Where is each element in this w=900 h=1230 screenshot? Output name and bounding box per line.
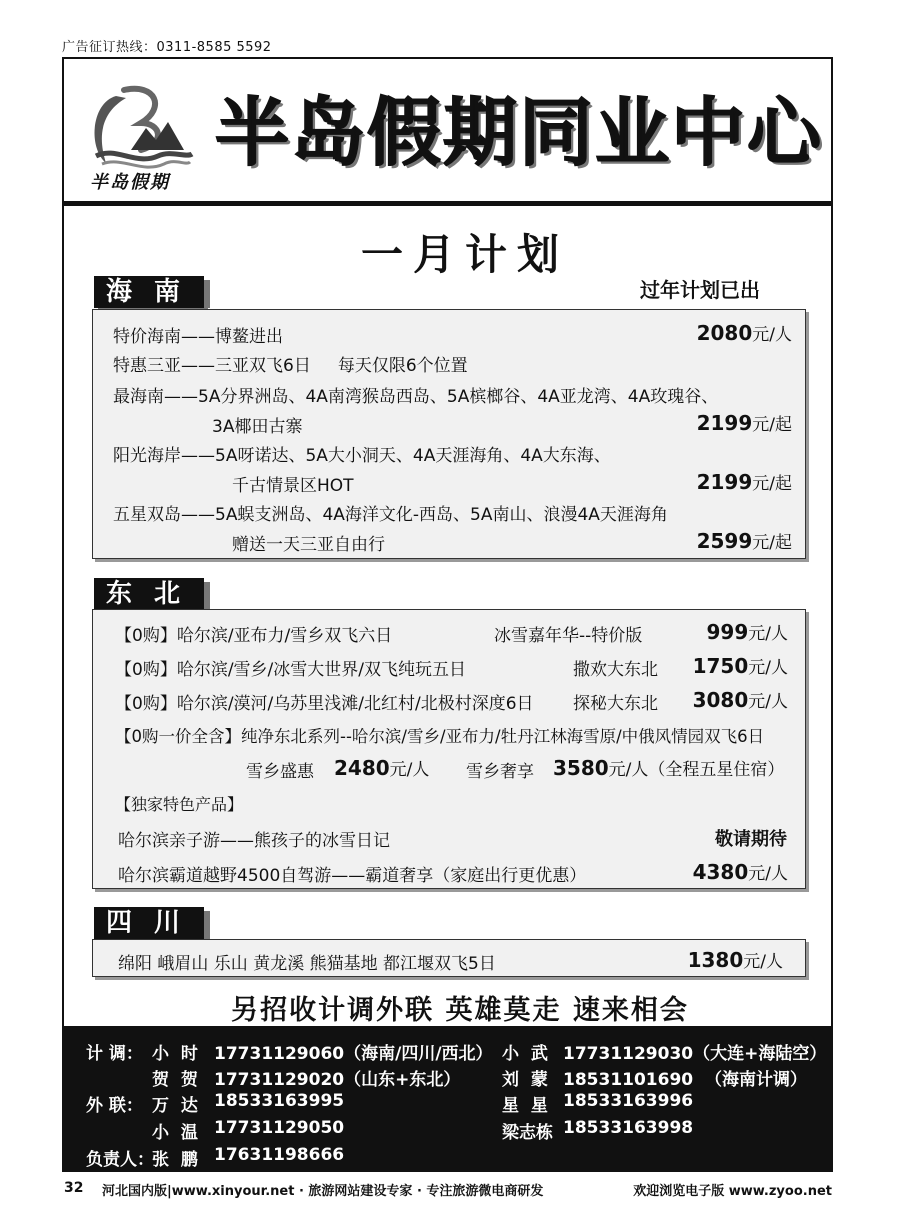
- contact-phone: 17631198666: [214, 1145, 345, 1165]
- list-item: 最海南——5A分界洲岛、4A南湾猴岛西岛、5A槟榔谷、4A亚龙湾、4A玫瑰谷、: [113, 387, 719, 407]
- list-item: 【0购】哈尔滨/雪乡/冰雪大世界/双飞纯玩五日: [115, 660, 466, 680]
- contact-name: 万 达: [152, 1096, 198, 1116]
- list-item-sub: 探秘大东北: [573, 694, 658, 714]
- contact-name: 贺 贺: [152, 1070, 198, 1090]
- price-tag: 1750元/人: [692, 654, 788, 678]
- contact-name: 星 星: [502, 1096, 548, 1116]
- price-tag: 4380元/人: [692, 860, 788, 884]
- price-tag: 2480元/人: [334, 756, 430, 780]
- list-item: 五星双岛——5A蜈支洲岛、4A海洋文化-西岛、5A南山、浪漫4A天涯海角: [113, 505, 668, 525]
- list-item: 特价海南——博鳌进出: [113, 327, 283, 347]
- list-item-sub: 撒欢大东北: [573, 660, 658, 680]
- contact-phone: 17731129050: [214, 1118, 345, 1138]
- contact-phone: 18533163998: [563, 1118, 694, 1138]
- brand-title: 半岛假期同业中心: [215, 90, 823, 176]
- list-item: 绵阳 峨眉山 乐山 黄龙溪 熊猫基地 都江堰双飞5日: [118, 954, 496, 974]
- list-item: 3A椰田古寨: [212, 417, 303, 437]
- list-item: 千古情景区HOT: [232, 476, 354, 496]
- footer-left[interactable]: 河北国内版|www.xinyour.net · 旅游网站建设专家 · 专注旅游微电商研发: [102, 1184, 544, 1199]
- coming-soon-label: 敬请期待: [715, 829, 787, 850]
- contact-name: 小 武: [502, 1044, 548, 1064]
- price-tag: 3580元/人（全程五星住宿）: [553, 756, 785, 780]
- price-tag: 3080元/人: [692, 688, 788, 712]
- contact-phone: 17731129030（大连+海陆空）: [563, 1044, 827, 1064]
- contact-name: 张 鹏: [152, 1150, 198, 1170]
- list-item: 哈尔滨亲子游——熊孩子的冰雪日记: [118, 831, 390, 851]
- price-tag: 2080元/人: [696, 321, 792, 345]
- list-item-sub: 雪乡奢享: [466, 762, 534, 782]
- list-item: 【0购一价全含】纯净东北系列--哈尔滨/雪乡/亚布力/牡丹江林海雪原/中俄风情园双飞6日: [115, 727, 765, 746]
- section-tag-dongbei: 东北: [94, 578, 204, 610]
- contact-name: 小 时: [152, 1044, 198, 1064]
- section-tag-hainan: 海南: [94, 276, 204, 308]
- contact-name: 梁志栋: [502, 1123, 553, 1143]
- header-divider: [62, 201, 833, 206]
- ad-hotline: 广告征订热线：0311-8585 5592: [62, 40, 272, 55]
- hainan-note: 过年计划已出: [640, 278, 760, 302]
- price-tag: 2599元/起: [696, 529, 792, 553]
- contact-label-jidiao: 计 调：: [86, 1044, 143, 1064]
- contact-label-wailian: 外 联：: [86, 1096, 143, 1116]
- footer-right[interactable]: 欢迎浏览电子版 www.zyoo.net: [633, 1184, 832, 1199]
- contact-phone: 17731129060（海南/四川/西北）: [214, 1044, 493, 1064]
- list-item-sub: 冰雪嘉年华--特价版: [494, 626, 643, 646]
- contact-phone: 17731129020（山东+东北）: [214, 1070, 461, 1090]
- plan-title: 一月计划: [360, 230, 569, 279]
- brand-logo-text: 半岛假期: [90, 172, 170, 193]
- price-tag: 2199元/起: [696, 470, 792, 494]
- page-number: 32: [64, 1180, 84, 1196]
- list-item: 特惠三亚——三亚双飞6日 每天仅限6个位置: [113, 356, 468, 376]
- contact-phone: 18533163995: [214, 1091, 345, 1111]
- price-tag: 999元/人: [706, 620, 788, 644]
- list-item: 哈尔滨霸道越野4500自驾游——霸道奢享（家庭出行更优惠）: [118, 866, 587, 886]
- section-tag-sichuan: 四川: [94, 907, 204, 939]
- list-item-sub: 雪乡盛惠: [246, 762, 314, 782]
- list-item: 【0购】哈尔滨/亚布力/雪乡双飞六日: [115, 626, 393, 646]
- contact-phone: 18533163996: [563, 1091, 694, 1111]
- contact-phone: 18531101690 （海南计调）: [563, 1070, 807, 1090]
- price-tag: 1380元/人: [687, 948, 783, 972]
- list-item: 赠送一天三亚自由行: [232, 535, 385, 555]
- list-item: 阳光海岸——5A呀诺达、5A大小洞天、4A天涯海角、4A大东海、: [113, 446, 611, 466]
- price-tag: 2199元/起: [696, 411, 792, 435]
- contact-name: 小 温: [152, 1123, 198, 1143]
- list-item: 【独家特色产品】: [115, 795, 244, 814]
- contact-name: 刘 蒙: [502, 1070, 548, 1090]
- contact-label-fuze: 负责人：: [86, 1150, 154, 1170]
- recruit-banner: 另招收计调外联 英雄莫走 速来相会: [231, 995, 689, 1026]
- list-item: 【0购】哈尔滨/漠河/乌苏里浅滩/北红村/北极村深度6日: [115, 694, 534, 714]
